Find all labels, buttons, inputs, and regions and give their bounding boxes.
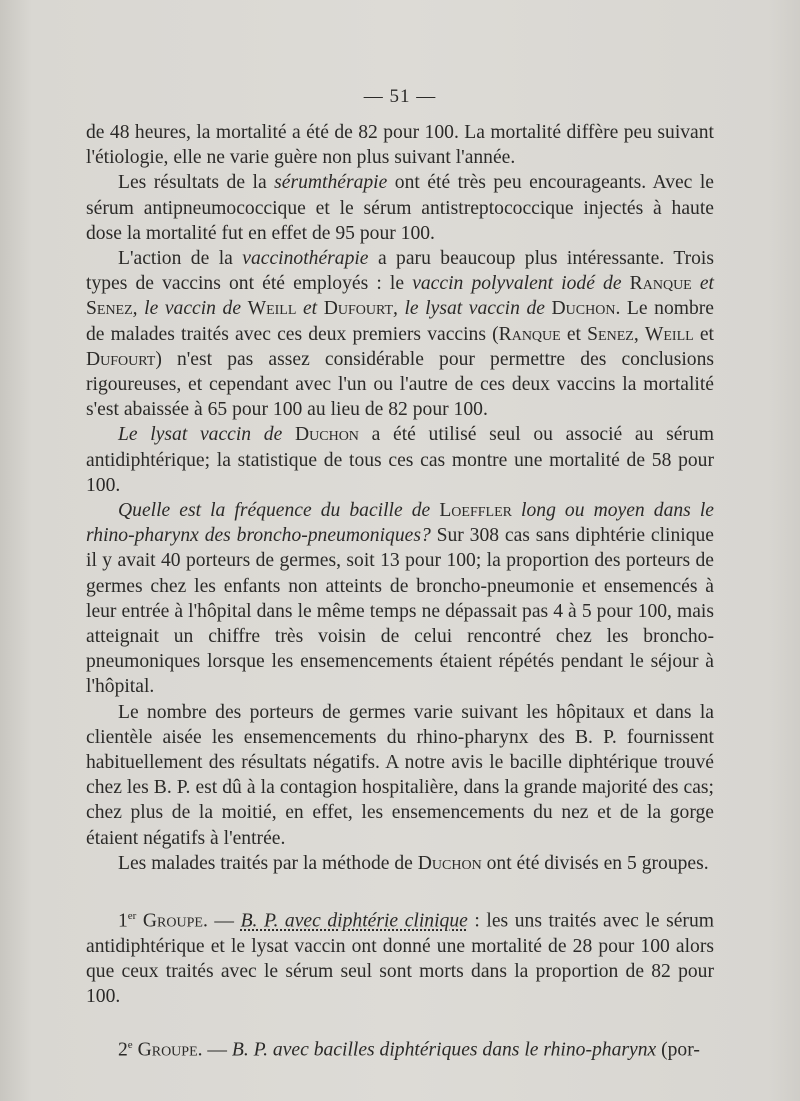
italic-term: long ou moyen dans le rhino-pharynx des broncho-pneumoniques? (86, 500, 714, 547)
paragraph-frequency (86, 498, 714, 700)
italic-term: vaccinothérapie (242, 248, 369, 270)
paragraph-vaccinotherapy (86, 246, 714, 422)
italic-term: Quelle est la fréquence du bacille de (118, 500, 440, 522)
body-text (86, 120, 714, 1063)
italic-term: vaccin polyvalent iodé de (412, 273, 630, 295)
paragraph-mortality: de 48 heures, la mortalité a été de 82 pour 100. La mortalité diffère peu suivant l'étiologie, elle ne varie guère non plus suivant l'année. (86, 122, 714, 169)
paragraph-carriers: Le nombre des porteurs de germes varie suivant les hôpitaux et dans la clientèle aisée les ensemencements du rhino-pharynx des B. P. fournissent habituellement des résultats négatifs. A notre avis le bacille diphtérique trouvé chez les B. P. est dû à la contagion hospitalière, dans la grande majorité des cas; chez plus de la moitié, en effet, les ensemencements du nez et de la gorge étaient négatifs à l'entrée. (86, 701, 714, 849)
group-title: B. P. avec bacilles diphtériques dans le rhino-pharynx (231, 1039, 657, 1061)
text-run: a paru beaucoup plus intéressante. Trois types de vaccins ont été employés : le (86, 248, 715, 295)
text-run: Les résultats de la (118, 172, 275, 194)
author-name: Ranque (629, 273, 692, 295)
italic-term: , le lysat vaccin de (393, 298, 552, 320)
text-run: Les malades traités par la méthode de (118, 852, 418, 874)
author-name: Duchon (294, 424, 359, 446)
text-run: — (207, 910, 241, 932)
text-run: ont été divisés en 5 groupes. (481, 852, 709, 874)
text-run: ont été très peu encourageants. Avec le sérum antipneumococcique et le sérum antistreptococcique injectés à haute dose la mortalité fut en effet de 95 pour 100. (86, 172, 714, 244)
italic-term: , le vaccin de (132, 298, 248, 320)
page-number: — 51 — (363, 86, 437, 107)
author-name: Dufourt (86, 348, 156, 370)
italic-term: et (691, 273, 715, 295)
text-run: . Le nombre de malades traités avec ces deux premiers vaccins ( (86, 298, 714, 345)
author-name: Senez (587, 323, 634, 345)
text-run: ) n'est pas assez considérable pour permettre des conclusions rigoureuses, et cependant avec l'un ou l'autre de ces deux vaccins la mortalité s'est abaissée à 65 pour 100 au lieu de 82 pour 100. (86, 348, 714, 421)
text-run: et (693, 323, 714, 345)
group-title: B. P. avec diphtérie clinique (240, 910, 468, 932)
author-name: Dufourt (323, 298, 394, 320)
text-run: et (560, 323, 588, 345)
italic-term: sérumthérapie (274, 172, 388, 194)
text-run: — (202, 1039, 232, 1061)
ordinal-suffix: er (127, 910, 137, 923)
author-name: Weill (644, 323, 694, 345)
italic-term: et (296, 298, 324, 320)
paragraph-groups (86, 851, 714, 876)
italic-term: Le lysat vaccin de (118, 424, 295, 446)
paragraph-group-1 (86, 904, 714, 1009)
text-run: : les uns traités avec le sérum antidiphtérique et le lysat vaccin ont donné une mortalité de 28 pour 100 alors que ceux traités avec le sérum seul sont morts dans la proportion de 82 pour 100. (86, 910, 714, 1008)
group-label: Groupe. (136, 910, 208, 932)
text-run: Sur 308 cas sans diphtérie clinique il y avait 40 porteurs de germes, soit 13 pour 100; la proportion des porteurs de germes chez les enfants non atteints de broncho-pneumonie et ensemencés à leur entrée à l'hôpital dans le même temps ne dépassait pas 4 à 5 pour 100, mais atteignait un chiffre très voisin de celui rencontré chez les broncho-pneumoniques lorsque les ensemencements étaient répétés pendant le séjour à l'hôpital. (86, 525, 714, 698)
paragraph-serotherapy (86, 170, 714, 246)
group-number: 2 (118, 1039, 128, 1061)
text-run: L'action de la (118, 248, 243, 270)
author-name: Ranque (498, 323, 561, 345)
paragraph-lysat (86, 422, 714, 498)
author-name: Duchon (551, 298, 616, 320)
text-run: (por- (656, 1039, 700, 1061)
paragraph-group-2 (86, 1033, 714, 1063)
group-number: 1 (118, 910, 128, 932)
author-name: Senez (86, 298, 133, 320)
author-name: Loeffler (439, 500, 512, 522)
text-run: , (633, 323, 645, 345)
text-run: a été utilisé seul ou associé au sérum antidiphtérique; la statistique de tous ces cas montre une mortalité de 58 pour 100. (86, 424, 714, 496)
author-name: Weill (247, 298, 297, 320)
group-label: Groupe. (132, 1039, 203, 1061)
author-name: Duchon (417, 852, 482, 874)
ordinal-suffix: e (127, 1039, 133, 1052)
